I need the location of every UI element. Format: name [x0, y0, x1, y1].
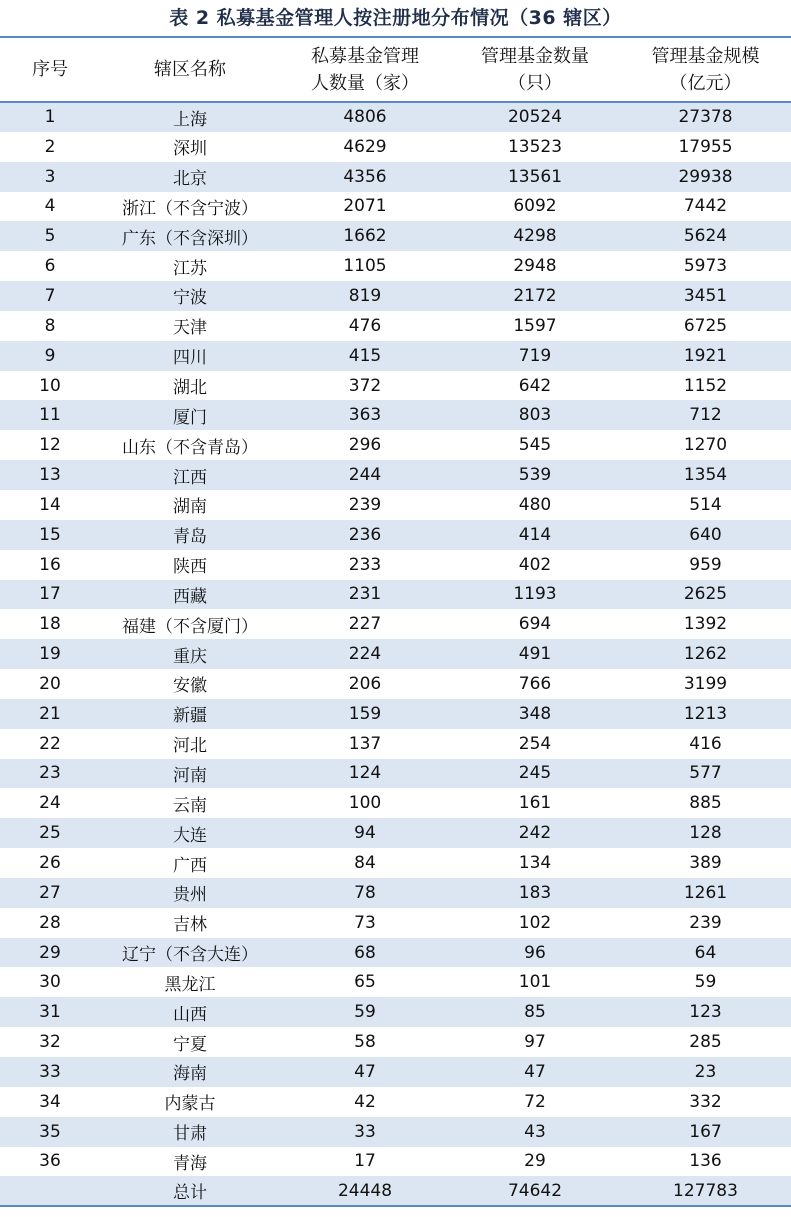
cell-managers: 236 [280, 520, 450, 550]
table-row [0, 848, 791, 878]
cell-seq: 9 [0, 341, 100, 371]
cell-managers: 68 [280, 938, 450, 968]
cell-seq: 26 [0, 848, 100, 878]
cell-region: 广东（不含深圳） [100, 221, 280, 251]
table-row [0, 997, 791, 1027]
cell-managers: 58 [280, 1027, 450, 1057]
cell-region: 辽宁（不含大连） [100, 938, 280, 968]
cell-seq: 35 [0, 1117, 100, 1147]
cell-funds: 4298 [450, 221, 620, 251]
header-funds: 管理基金数量 （只） [450, 37, 620, 102]
table-row [0, 132, 791, 162]
cell-funds: 47 [450, 1057, 620, 1087]
cell-managers: 4356 [280, 162, 450, 192]
table-row [0, 192, 791, 222]
cell-seq: 4 [0, 192, 100, 222]
cell-managers: 206 [280, 669, 450, 699]
table-row [0, 400, 791, 430]
cell-funds: 96 [450, 938, 620, 968]
data-table [0, 36, 791, 1207]
cell-funds: 29 [450, 1147, 620, 1177]
cell-region: 青海 [100, 1147, 280, 1177]
cell-seq [0, 1176, 100, 1206]
cell-funds: 1597 [450, 311, 620, 341]
cell-region: 陕西 [100, 550, 280, 580]
cell-funds: 766 [450, 669, 620, 699]
table-row [0, 281, 791, 311]
cell-funds: 1193 [450, 580, 620, 610]
cell-scale: 332 [620, 1087, 791, 1117]
cell-seq: 32 [0, 1027, 100, 1057]
cell-funds: 102 [450, 908, 620, 938]
cell-region: 山东（不含青岛） [100, 430, 280, 460]
cell-scale: 7442 [620, 192, 791, 222]
cell-funds: 414 [450, 520, 620, 550]
cell-managers: 24448 [280, 1176, 450, 1206]
table-row [0, 221, 791, 251]
cell-region: 吉林 [100, 908, 280, 938]
cell-managers: 233 [280, 550, 450, 580]
cell-region: 西藏 [100, 580, 280, 610]
cell-seq: 23 [0, 759, 100, 789]
cell-seq: 19 [0, 639, 100, 669]
cell-region: 湖南 [100, 490, 280, 520]
cell-region: 深圳 [100, 132, 280, 162]
table-row [0, 639, 791, 669]
header-scale: 管理基金规模 （亿元） [620, 37, 791, 102]
cell-funds: 694 [450, 609, 620, 639]
cell-seq: 21 [0, 699, 100, 729]
cell-seq: 7 [0, 281, 100, 311]
cell-managers: 415 [280, 341, 450, 371]
cell-scale: 1152 [620, 371, 791, 401]
table-row [0, 460, 791, 490]
table-row [0, 1027, 791, 1057]
cell-scale: 128 [620, 818, 791, 848]
cell-managers: 227 [280, 609, 450, 639]
cell-region: 厦门 [100, 400, 280, 430]
cell-scale: 712 [620, 400, 791, 430]
cell-region: 宁夏 [100, 1027, 280, 1057]
cell-region: 海南 [100, 1057, 280, 1087]
table-row [0, 729, 791, 759]
cell-region: 上海 [100, 102, 280, 132]
cell-managers: 4629 [280, 132, 450, 162]
cell-managers: 476 [280, 311, 450, 341]
table-row [0, 371, 791, 401]
cell-seq: 5 [0, 221, 100, 251]
cell-seq: 6 [0, 251, 100, 281]
cell-seq: 36 [0, 1147, 100, 1177]
cell-seq: 11 [0, 400, 100, 430]
cell-funds: 74642 [450, 1176, 620, 1206]
cell-funds: 161 [450, 788, 620, 818]
table-row [0, 759, 791, 789]
cell-scale: 3199 [620, 669, 791, 699]
cell-funds: 6092 [450, 192, 620, 222]
table-row [0, 341, 791, 371]
cell-scale: 1262 [620, 639, 791, 669]
cell-scale: 285 [620, 1027, 791, 1057]
cell-managers: 137 [280, 729, 450, 759]
cell-region: 贵州 [100, 878, 280, 908]
cell-region: 青岛 [100, 520, 280, 550]
cell-funds: 254 [450, 729, 620, 759]
cell-seq: 28 [0, 908, 100, 938]
cell-region: 安徽 [100, 669, 280, 699]
cell-seq: 24 [0, 788, 100, 818]
cell-funds: 348 [450, 699, 620, 729]
cell-funds: 20524 [450, 102, 620, 132]
cell-funds: 134 [450, 848, 620, 878]
table-row [0, 102, 791, 132]
cell-managers: 4806 [280, 102, 450, 132]
cell-scale: 1213 [620, 699, 791, 729]
cell-seq: 34 [0, 1087, 100, 1117]
cell-scale: 959 [620, 550, 791, 580]
cell-scale: 59 [620, 967, 791, 997]
table-row [0, 967, 791, 997]
table-row [0, 430, 791, 460]
cell-region: 重庆 [100, 639, 280, 669]
table-row [0, 818, 791, 848]
table-row [0, 699, 791, 729]
cell-region: 内蒙古 [100, 1087, 280, 1117]
table-row [0, 520, 791, 550]
cell-region: 福建（不含厦门） [100, 609, 280, 639]
header-region: 辖区名称 [100, 37, 280, 102]
table-row [0, 251, 791, 281]
table-row [0, 162, 791, 192]
cell-managers: 124 [280, 759, 450, 789]
cell-managers: 1662 [280, 221, 450, 251]
cell-funds: 642 [450, 371, 620, 401]
table-row [0, 788, 791, 818]
table-row [0, 1117, 791, 1147]
cell-scale: 27378 [620, 102, 791, 132]
cell-region: 广西 [100, 848, 280, 878]
table-row [0, 490, 791, 520]
table-row [0, 1057, 791, 1087]
cell-funds: 545 [450, 430, 620, 460]
cell-managers: 239 [280, 490, 450, 520]
cell-funds: 72 [450, 1087, 620, 1117]
cell-funds: 13561 [450, 162, 620, 192]
header-seq: 序号 [0, 37, 100, 102]
cell-scale: 577 [620, 759, 791, 789]
cell-managers: 1105 [280, 251, 450, 281]
cell-funds: 803 [450, 400, 620, 430]
cell-seq: 30 [0, 967, 100, 997]
cell-funds: 242 [450, 818, 620, 848]
cell-region: 北京 [100, 162, 280, 192]
header-row [0, 37, 791, 102]
cell-seq: 29 [0, 938, 100, 968]
cell-seq: 13 [0, 460, 100, 490]
cell-scale: 514 [620, 490, 791, 520]
cell-seq: 33 [0, 1057, 100, 1087]
cell-seq: 1 [0, 102, 100, 132]
table-row [0, 669, 791, 699]
cell-scale: 23 [620, 1057, 791, 1087]
cell-scale: 2625 [620, 580, 791, 610]
cell-region: 四川 [100, 341, 280, 371]
cell-managers: 159 [280, 699, 450, 729]
cell-scale: 389 [620, 848, 791, 878]
cell-scale: 1921 [620, 341, 791, 371]
cell-region: 山西 [100, 997, 280, 1027]
cell-region: 云南 [100, 788, 280, 818]
cell-managers: 819 [280, 281, 450, 311]
cell-seq: 22 [0, 729, 100, 759]
cell-scale: 136 [620, 1147, 791, 1177]
cell-funds: 2948 [450, 251, 620, 281]
cell-funds: 491 [450, 639, 620, 669]
cell-managers: 94 [280, 818, 450, 848]
table-row [0, 938, 791, 968]
cell-managers: 100 [280, 788, 450, 818]
table-title: 表 2 私募基金管理人按注册地分布情况（36 辖区） [169, 7, 622, 29]
cell-funds: 402 [450, 550, 620, 580]
cell-scale: 1261 [620, 878, 791, 908]
cell-region: 江西 [100, 460, 280, 490]
header-managers: 私募基金管理 人数量（家） [280, 37, 450, 102]
cell-managers: 372 [280, 371, 450, 401]
cell-scale: 17955 [620, 132, 791, 162]
cell-managers: 47 [280, 1057, 450, 1087]
cell-scale: 5973 [620, 251, 791, 281]
cell-funds: 43 [450, 1117, 620, 1147]
cell-scale: 5624 [620, 221, 791, 251]
cell-seq: 27 [0, 878, 100, 908]
cell-managers: 296 [280, 430, 450, 460]
cell-seq: 16 [0, 550, 100, 580]
cell-scale: 3451 [620, 281, 791, 311]
cell-scale: 1270 [620, 430, 791, 460]
cell-seq: 18 [0, 609, 100, 639]
table-row [0, 609, 791, 639]
cell-funds: 97 [450, 1027, 620, 1057]
cell-managers: 17 [280, 1147, 450, 1177]
cell-funds: 245 [450, 759, 620, 789]
cell-seq: 12 [0, 430, 100, 460]
cell-region: 宁波 [100, 281, 280, 311]
cell-managers: 73 [280, 908, 450, 938]
cell-funds: 2172 [450, 281, 620, 311]
cell-scale: 239 [620, 908, 791, 938]
cell-managers: 231 [280, 580, 450, 610]
cell-region: 天津 [100, 311, 280, 341]
cell-managers: 42 [280, 1087, 450, 1117]
cell-managers: 84 [280, 848, 450, 878]
cell-scale: 167 [620, 1117, 791, 1147]
cell-seq: 2 [0, 132, 100, 162]
table-row [0, 878, 791, 908]
cell-managers: 78 [280, 878, 450, 908]
cell-region: 大连 [100, 818, 280, 848]
cell-seq: 20 [0, 669, 100, 699]
cell-funds: 539 [450, 460, 620, 490]
cell-region: 河南 [100, 759, 280, 789]
cell-funds: 719 [450, 341, 620, 371]
cell-region: 浙江（不含宁波） [100, 192, 280, 222]
cell-seq: 31 [0, 997, 100, 1027]
cell-region: 湖北 [100, 371, 280, 401]
cell-scale: 6725 [620, 311, 791, 341]
cell-funds: 480 [450, 490, 620, 520]
table-row [0, 580, 791, 610]
cell-managers: 244 [280, 460, 450, 490]
cell-funds: 13523 [450, 132, 620, 162]
cell-region: 新疆 [100, 699, 280, 729]
cell-region: 总计 [100, 1176, 280, 1206]
table-row [0, 550, 791, 580]
cell-seq: 25 [0, 818, 100, 848]
cell-scale: 885 [620, 788, 791, 818]
cell-seq: 10 [0, 371, 100, 401]
cell-scale: 640 [620, 520, 791, 550]
cell-seq: 14 [0, 490, 100, 520]
cell-region: 甘肃 [100, 1117, 280, 1147]
cell-region: 河北 [100, 729, 280, 759]
cell-scale: 123 [620, 997, 791, 1027]
cell-scale: 416 [620, 729, 791, 759]
cell-seq: 8 [0, 311, 100, 341]
cell-funds: 183 [450, 878, 620, 908]
cell-scale: 64 [620, 938, 791, 968]
cell-managers: 33 [280, 1117, 450, 1147]
cell-seq: 3 [0, 162, 100, 192]
cell-scale: 127783 [620, 1176, 791, 1206]
cell-region: 江苏 [100, 251, 280, 281]
cell-scale: 29938 [620, 162, 791, 192]
cell-seq: 17 [0, 580, 100, 610]
cell-region: 黑龙江 [100, 967, 280, 997]
table-row [0, 1147, 791, 1177]
cell-managers: 224 [280, 639, 450, 669]
cell-managers: 59 [280, 997, 450, 1027]
cell-managers: 65 [280, 967, 450, 997]
table-row [0, 311, 791, 341]
table-row [0, 908, 791, 938]
cell-funds: 101 [450, 967, 620, 997]
cell-managers: 2071 [280, 192, 450, 222]
total-row [0, 1176, 791, 1206]
table-row [0, 1087, 791, 1117]
cell-funds: 85 [450, 997, 620, 1027]
cell-seq: 15 [0, 520, 100, 550]
cell-scale: 1392 [620, 609, 791, 639]
cell-managers: 363 [280, 400, 450, 430]
cell-scale: 1354 [620, 460, 791, 490]
